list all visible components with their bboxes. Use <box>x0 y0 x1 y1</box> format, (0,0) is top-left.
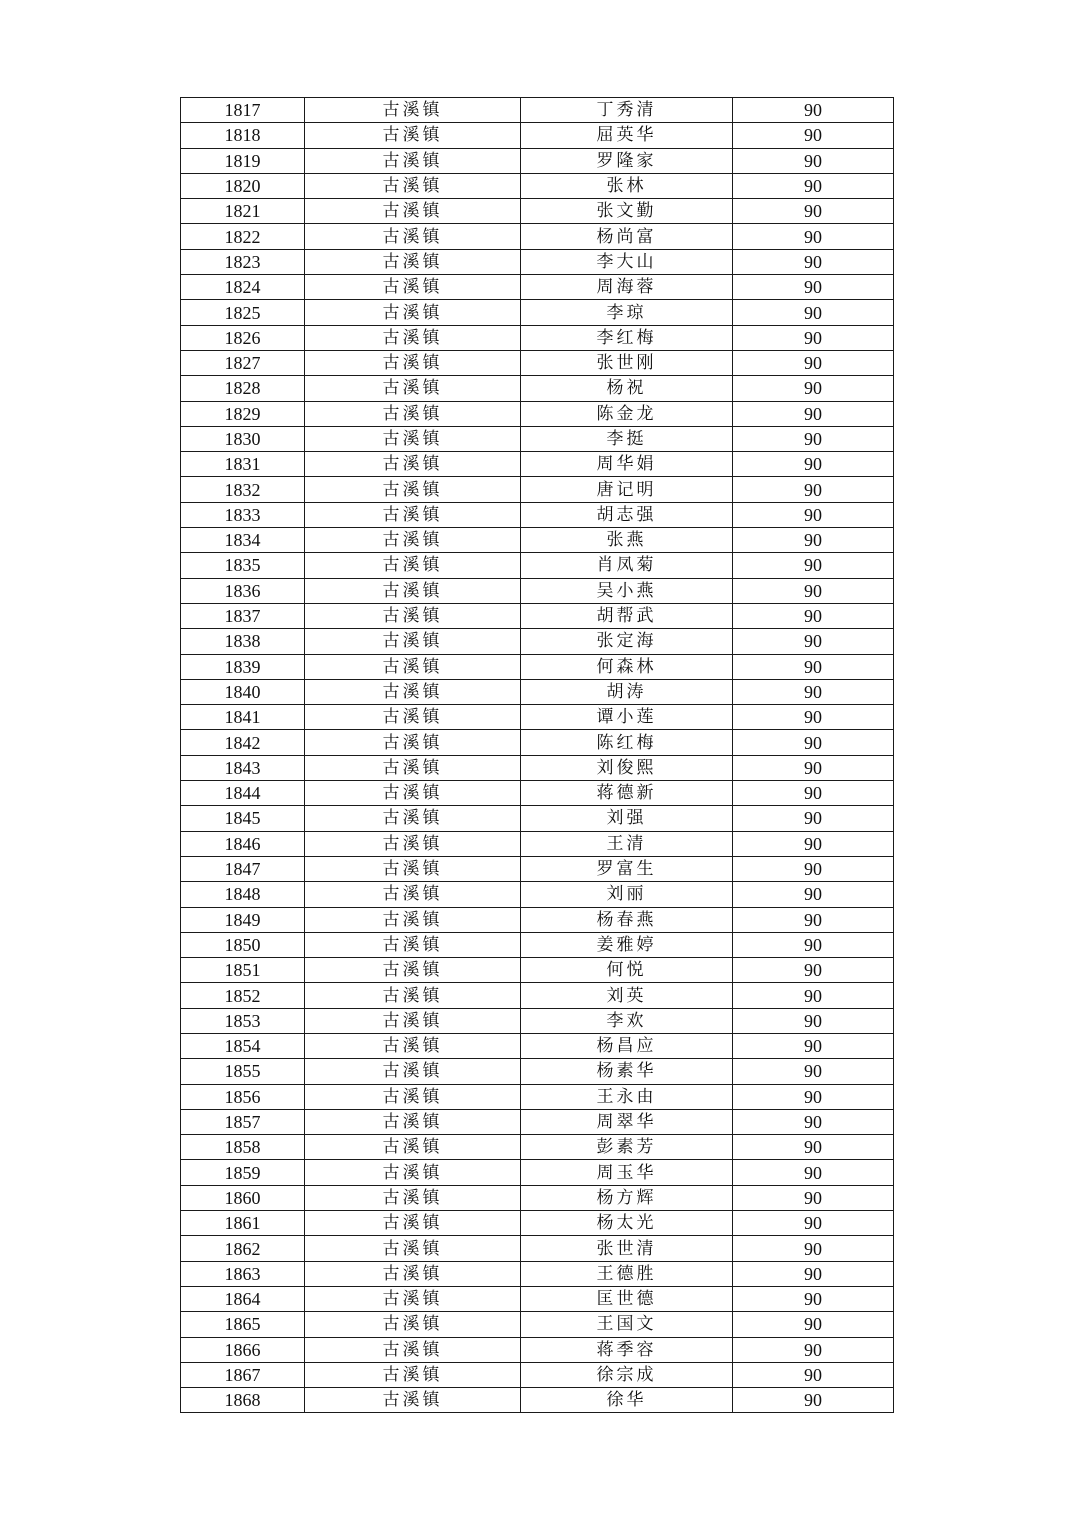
amount-cell: 90 <box>733 755 894 780</box>
table-row <box>181 1160 894 1185</box>
amount-cell: 90 <box>733 199 894 224</box>
person-name-cell: 李大山 <box>521 249 733 274</box>
serial-number-cell: 1822 <box>181 224 305 249</box>
person-name-cell: 李挺 <box>521 426 733 451</box>
amount-cell: 90 <box>733 98 894 123</box>
serial-number-cell: 1851 <box>181 958 305 983</box>
table-row <box>181 502 894 527</box>
serial-number-cell: 1861 <box>181 1211 305 1236</box>
table-row <box>181 98 894 123</box>
town-cell: 古溪镇 <box>305 629 521 654</box>
table-row <box>181 679 894 704</box>
person-name-cell: 刘俊熙 <box>521 755 733 780</box>
town-cell: 古溪镇 <box>305 856 521 881</box>
table-row <box>181 1059 894 1084</box>
table-row <box>181 1185 894 1210</box>
person-name-cell: 王国文 <box>521 1312 733 1337</box>
amount-cell: 90 <box>733 578 894 603</box>
person-name-cell: 刘英 <box>521 983 733 1008</box>
table-row <box>181 1008 894 1033</box>
serial-number-cell: 1819 <box>181 148 305 173</box>
town-cell: 古溪镇 <box>305 1160 521 1185</box>
amount-cell: 90 <box>733 781 894 806</box>
serial-number-cell: 1845 <box>181 806 305 831</box>
person-name-cell: 吴小燕 <box>521 578 733 603</box>
person-name-cell: 谭小莲 <box>521 705 733 730</box>
town-cell: 古溪镇 <box>305 1362 521 1387</box>
table-row <box>181 224 894 249</box>
town-cell: 古溪镇 <box>305 528 521 553</box>
town-cell: 古溪镇 <box>305 1312 521 1337</box>
serial-number-cell: 1863 <box>181 1261 305 1286</box>
table-row <box>181 578 894 603</box>
person-name-cell: 杨太光 <box>521 1211 733 1236</box>
amount-cell: 90 <box>733 932 894 957</box>
person-name-cell: 周华娟 <box>521 452 733 477</box>
serial-number-cell: 1840 <box>181 679 305 704</box>
table-row <box>181 629 894 654</box>
person-name-cell: 何悦 <box>521 958 733 983</box>
person-name-cell: 杨祝 <box>521 376 733 401</box>
serial-number-cell: 1844 <box>181 781 305 806</box>
table-row <box>181 528 894 553</box>
town-cell: 古溪镇 <box>305 1033 521 1058</box>
person-name-cell: 张世清 <box>521 1236 733 1261</box>
table-row <box>181 123 894 148</box>
person-name-cell: 王清 <box>521 831 733 856</box>
table-row <box>181 452 894 477</box>
amount-cell: 90 <box>733 300 894 325</box>
serial-number-cell: 1857 <box>181 1109 305 1134</box>
roster-table-body <box>181 98 894 1413</box>
town-cell: 古溪镇 <box>305 325 521 350</box>
person-name-cell: 匡世德 <box>521 1286 733 1311</box>
person-name-cell: 李欢 <box>521 1008 733 1033</box>
town-cell: 古溪镇 <box>305 730 521 755</box>
town-cell: 古溪镇 <box>305 755 521 780</box>
amount-cell: 90 <box>733 148 894 173</box>
town-cell: 古溪镇 <box>305 350 521 375</box>
town-cell: 古溪镇 <box>305 1236 521 1261</box>
town-cell: 古溪镇 <box>305 376 521 401</box>
amount-cell: 90 <box>733 882 894 907</box>
person-name-cell: 姜雅婷 <box>521 932 733 957</box>
table-row <box>181 249 894 274</box>
town-cell: 古溪镇 <box>305 1211 521 1236</box>
amount-cell: 90 <box>733 603 894 628</box>
table-row <box>181 806 894 831</box>
person-name-cell: 周玉华 <box>521 1160 733 1185</box>
town-cell: 古溪镇 <box>305 1286 521 1311</box>
person-name-cell: 胡涛 <box>521 679 733 704</box>
table-row <box>181 781 894 806</box>
amount-cell: 90 <box>733 629 894 654</box>
serial-number-cell: 1834 <box>181 528 305 553</box>
serial-number-cell: 1859 <box>181 1160 305 1185</box>
serial-number-cell: 1828 <box>181 376 305 401</box>
table-row <box>181 199 894 224</box>
table-row <box>181 1033 894 1058</box>
amount-cell: 90 <box>733 1160 894 1185</box>
table-row <box>181 1388 894 1413</box>
town-cell: 古溪镇 <box>305 123 521 148</box>
town-cell: 古溪镇 <box>305 705 521 730</box>
serial-number-cell: 1827 <box>181 350 305 375</box>
table-row <box>181 983 894 1008</box>
amount-cell: 90 <box>733 553 894 578</box>
person-name-cell: 李琼 <box>521 300 733 325</box>
amount-cell: 90 <box>733 1236 894 1261</box>
serial-number-cell: 1852 <box>181 983 305 1008</box>
amount-cell: 90 <box>733 477 894 502</box>
person-name-cell: 杨尚富 <box>521 224 733 249</box>
town-cell: 古溪镇 <box>305 173 521 198</box>
town-cell: 古溪镇 <box>305 654 521 679</box>
town-cell: 古溪镇 <box>305 1084 521 1109</box>
amount-cell: 90 <box>733 1312 894 1337</box>
person-name-cell: 王德胜 <box>521 1261 733 1286</box>
serial-number-cell: 1824 <box>181 275 305 300</box>
serial-number-cell: 1842 <box>181 730 305 755</box>
serial-number-cell: 1837 <box>181 603 305 628</box>
amount-cell: 90 <box>733 1008 894 1033</box>
serial-number-cell: 1853 <box>181 1008 305 1033</box>
serial-number-cell: 1821 <box>181 199 305 224</box>
amount-cell: 90 <box>733 1084 894 1109</box>
person-name-cell: 杨昌应 <box>521 1033 733 1058</box>
person-name-cell: 彭素芳 <box>521 1135 733 1160</box>
amount-cell: 90 <box>733 705 894 730</box>
town-cell: 古溪镇 <box>305 300 521 325</box>
town-cell: 古溪镇 <box>305 882 521 907</box>
town-cell: 古溪镇 <box>305 1337 521 1362</box>
amount-cell: 90 <box>733 806 894 831</box>
amount-cell: 90 <box>733 426 894 451</box>
serial-number-cell: 1823 <box>181 249 305 274</box>
person-name-cell: 罗隆家 <box>521 148 733 173</box>
town-cell: 古溪镇 <box>305 932 521 957</box>
town-cell: 古溪镇 <box>305 679 521 704</box>
amount-cell: 90 <box>733 1211 894 1236</box>
serial-number-cell: 1854 <box>181 1033 305 1058</box>
person-name-cell: 张文勤 <box>521 199 733 224</box>
serial-number-cell: 1864 <box>181 1286 305 1311</box>
amount-cell: 90 <box>733 983 894 1008</box>
table-row <box>181 932 894 957</box>
serial-number-cell: 1838 <box>181 629 305 654</box>
town-cell: 古溪镇 <box>305 1008 521 1033</box>
person-name-cell: 徐华 <box>521 1388 733 1413</box>
serial-number-cell: 1849 <box>181 907 305 932</box>
table-row <box>181 730 894 755</box>
town-cell: 古溪镇 <box>305 224 521 249</box>
town-cell: 古溪镇 <box>305 781 521 806</box>
town-cell: 古溪镇 <box>305 1388 521 1413</box>
amount-cell: 90 <box>733 1286 894 1311</box>
town-cell: 古溪镇 <box>305 1185 521 1210</box>
amount-cell: 90 <box>733 730 894 755</box>
person-name-cell: 何森林 <box>521 654 733 679</box>
town-cell: 古溪镇 <box>305 1109 521 1134</box>
person-name-cell: 杨素华 <box>521 1059 733 1084</box>
town-cell: 古溪镇 <box>305 98 521 123</box>
town-cell: 古溪镇 <box>305 983 521 1008</box>
amount-cell: 90 <box>733 123 894 148</box>
serial-number-cell: 1846 <box>181 831 305 856</box>
serial-number-cell: 1831 <box>181 452 305 477</box>
amount-cell: 90 <box>733 502 894 527</box>
serial-number-cell: 1836 <box>181 578 305 603</box>
amount-cell: 90 <box>733 528 894 553</box>
person-name-cell: 李红梅 <box>521 325 733 350</box>
town-cell: 古溪镇 <box>305 148 521 173</box>
town-cell: 古溪镇 <box>305 907 521 932</box>
person-name-cell: 刘强 <box>521 806 733 831</box>
table-row <box>181 173 894 198</box>
amount-cell: 90 <box>733 856 894 881</box>
town-cell: 古溪镇 <box>305 477 521 502</box>
table-row <box>181 350 894 375</box>
amount-cell: 90 <box>733 1362 894 1387</box>
town-cell: 古溪镇 <box>305 199 521 224</box>
roster-table <box>180 97 894 1413</box>
town-cell: 古溪镇 <box>305 958 521 983</box>
person-name-cell: 张世刚 <box>521 350 733 375</box>
amount-cell: 90 <box>733 1337 894 1362</box>
town-cell: 古溪镇 <box>305 1059 521 1084</box>
serial-number-cell: 1841 <box>181 705 305 730</box>
table-row <box>181 1312 894 1337</box>
table-row <box>181 856 894 881</box>
serial-number-cell: 1866 <box>181 1337 305 1362</box>
person-name-cell: 肖凤菊 <box>521 553 733 578</box>
person-name-cell: 胡志强 <box>521 502 733 527</box>
person-name-cell: 蒋德新 <box>521 781 733 806</box>
table-row <box>181 1362 894 1387</box>
person-name-cell: 杨春燕 <box>521 907 733 932</box>
table-row <box>181 654 894 679</box>
amount-cell: 90 <box>733 350 894 375</box>
serial-number-cell: 1832 <box>181 477 305 502</box>
town-cell: 古溪镇 <box>305 502 521 527</box>
town-cell: 古溪镇 <box>305 401 521 426</box>
table-row <box>181 958 894 983</box>
table-row <box>181 1286 894 1311</box>
town-cell: 古溪镇 <box>305 806 521 831</box>
table-row <box>181 426 894 451</box>
amount-cell: 90 <box>733 325 894 350</box>
amount-cell: 90 <box>733 907 894 932</box>
person-name-cell: 丁秀清 <box>521 98 733 123</box>
amount-cell: 90 <box>733 1388 894 1413</box>
table-row <box>181 882 894 907</box>
amount-cell: 90 <box>733 1135 894 1160</box>
serial-number-cell: 1848 <box>181 882 305 907</box>
amount-cell: 90 <box>733 376 894 401</box>
amount-cell: 90 <box>733 224 894 249</box>
serial-number-cell: 1820 <box>181 173 305 198</box>
table-row <box>181 1236 894 1261</box>
person-name-cell: 罗富生 <box>521 856 733 881</box>
serial-number-cell: 1858 <box>181 1135 305 1160</box>
table-row <box>181 705 894 730</box>
amount-cell: 90 <box>733 173 894 198</box>
table-row <box>181 376 894 401</box>
table-row <box>181 1261 894 1286</box>
table-row <box>181 401 894 426</box>
town-cell: 古溪镇 <box>305 249 521 274</box>
serial-number-cell: 1860 <box>181 1185 305 1210</box>
serial-number-cell: 1862 <box>181 1236 305 1261</box>
amount-cell: 90 <box>733 1185 894 1210</box>
person-name-cell: 杨方辉 <box>521 1185 733 1210</box>
serial-number-cell: 1818 <box>181 123 305 148</box>
town-cell: 古溪镇 <box>305 1135 521 1160</box>
person-name-cell: 徐宗成 <box>521 1362 733 1387</box>
person-name-cell: 周翠华 <box>521 1109 733 1134</box>
table-row <box>181 603 894 628</box>
serial-number-cell: 1865 <box>181 1312 305 1337</box>
table-row <box>181 1337 894 1362</box>
person-name-cell: 张林 <box>521 173 733 198</box>
person-name-cell: 刘丽 <box>521 882 733 907</box>
table-row <box>181 755 894 780</box>
amount-cell: 90 <box>733 401 894 426</box>
serial-number-cell: 1847 <box>181 856 305 881</box>
amount-cell: 90 <box>733 654 894 679</box>
table-row <box>181 907 894 932</box>
table-row <box>181 148 894 173</box>
table-row <box>181 1135 894 1160</box>
table-row <box>181 300 894 325</box>
amount-cell: 90 <box>733 679 894 704</box>
person-name-cell: 屈英华 <box>521 123 733 148</box>
town-cell: 古溪镇 <box>305 275 521 300</box>
table-row <box>181 1084 894 1109</box>
person-name-cell: 周海蓉 <box>521 275 733 300</box>
table-row <box>181 1109 894 1134</box>
table-row <box>181 1211 894 1236</box>
town-cell: 古溪镇 <box>305 1261 521 1286</box>
serial-number-cell: 1825 <box>181 300 305 325</box>
person-name-cell: 王永由 <box>521 1084 733 1109</box>
person-name-cell: 陈金龙 <box>521 401 733 426</box>
person-name-cell: 蒋季容 <box>521 1337 733 1362</box>
amount-cell: 90 <box>733 958 894 983</box>
serial-number-cell: 1843 <box>181 755 305 780</box>
serial-number-cell: 1833 <box>181 502 305 527</box>
serial-number-cell: 1830 <box>181 426 305 451</box>
serial-number-cell: 1826 <box>181 325 305 350</box>
serial-number-cell: 1867 <box>181 1362 305 1387</box>
table-row <box>181 477 894 502</box>
town-cell: 古溪镇 <box>305 578 521 603</box>
person-name-cell: 张燕 <box>521 528 733 553</box>
serial-number-cell: 1829 <box>181 401 305 426</box>
amount-cell: 90 <box>733 831 894 856</box>
person-name-cell: 张定海 <box>521 629 733 654</box>
serial-number-cell: 1839 <box>181 654 305 679</box>
town-cell: 古溪镇 <box>305 426 521 451</box>
table-row <box>181 831 894 856</box>
table-row <box>181 275 894 300</box>
table-row <box>181 325 894 350</box>
serial-number-cell: 1856 <box>181 1084 305 1109</box>
person-name-cell: 唐记明 <box>521 477 733 502</box>
town-cell: 古溪镇 <box>305 603 521 628</box>
serial-number-cell: 1835 <box>181 553 305 578</box>
town-cell: 古溪镇 <box>305 553 521 578</box>
person-name-cell: 陈红梅 <box>521 730 733 755</box>
serial-number-cell: 1850 <box>181 932 305 957</box>
amount-cell: 90 <box>733 1109 894 1134</box>
table-row <box>181 553 894 578</box>
amount-cell: 90 <box>733 275 894 300</box>
serial-number-cell: 1855 <box>181 1059 305 1084</box>
town-cell: 古溪镇 <box>305 831 521 856</box>
serial-number-cell: 1868 <box>181 1388 305 1413</box>
serial-number-cell: 1817 <box>181 98 305 123</box>
person-name-cell: 胡帮武 <box>521 603 733 628</box>
amount-cell: 90 <box>733 1261 894 1286</box>
amount-cell: 90 <box>733 249 894 274</box>
amount-cell: 90 <box>733 1033 894 1058</box>
amount-cell: 90 <box>733 1059 894 1084</box>
amount-cell: 90 <box>733 452 894 477</box>
town-cell: 古溪镇 <box>305 452 521 477</box>
